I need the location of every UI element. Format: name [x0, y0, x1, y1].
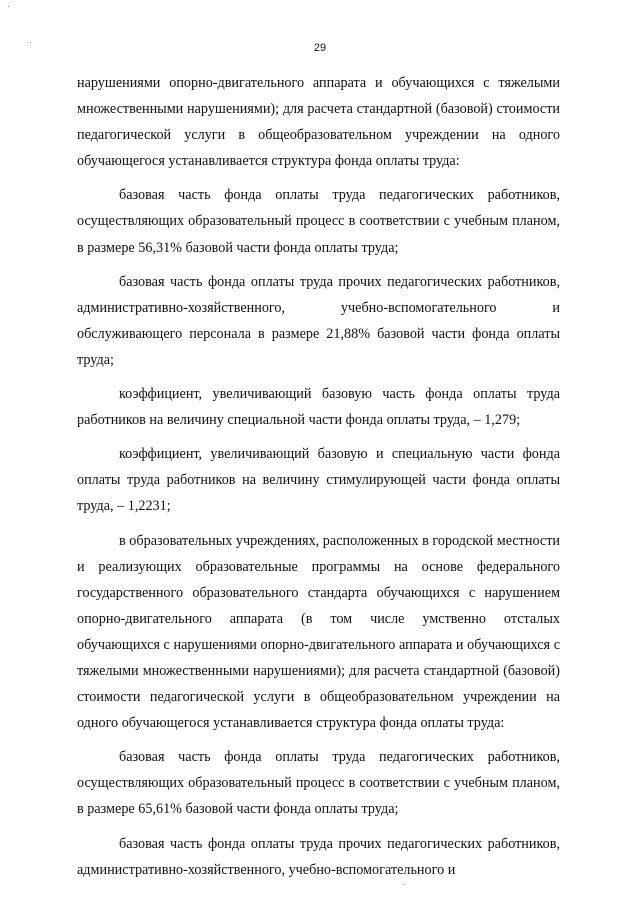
- paragraph: базовая часть фонда оплаты труда педагогических работников, осуществляющих образовательный процесс в соответствии с учебным планом, в размере 65,61% базовой части фонда оплаты труда;: [77, 749, 560, 818]
- paragraph-continuation: нарушениями опорно-двигательного аппарата и обучающихся с тяжелыми множественными нарушениями); для расчета стандартной (базовой) стоимости педагогической услуги в общеобразовательном учреждении на одного обучающегося устанавливается структура фонда оплаты труда:: [77, 75, 560, 170]
- paragraph: коэффициент, увеличивающий базовую и специальную части фонда оплаты труда работников на величину стимулирующей части фонда оплаты труда, – 1,2231;: [77, 446, 560, 515]
- page-number: 29: [313, 42, 327, 54]
- document-body: [77, 70, 560, 883]
- scan-speck: [404, 884, 405, 885]
- paragraph: базовая часть фонда оплаты труда прочих педагогических работников, административно-хозяйственного, учебно-вспомогательного и обслуживающего персонала в размере 21,88% базовой части фонда оплаты труда;: [77, 273, 560, 368]
- scan-speck: [30, 42, 31, 43]
- paragraph: базовая часть фонда оплаты труда прочих педагогических работников, административно-хозяйственного, учебно-вспомогательного и: [77, 835, 560, 878]
- scan-speck: [8, 6, 9, 7]
- paragraph: в образовательных учреждениях, расположенных в городской местности и реализующих образовательные программы на основе федерального государственного образовательного стандарта обучающихся с нарушением опорно-двигательного аппарата (в том числе умственно отсталых обучающихся с нарушениями опорно-двигательного аппарата и обучающихся с тяжелыми множественными нарушениями); для расчета стандартной (базовой) стоимости педагогической услуги в общеобразовательном учреждении на одного обучающегося устанавливается структура фонда оплаты труда:: [77, 532, 560, 732]
- paragraph: базовая часть фонда оплаты труда педагогических работников, осуществляющих образовательный процесс в соответствии с учебным планом, в размере 56,31% базовой части фонда оплаты труда;: [77, 187, 560, 256]
- paragraph: коэффициент, увеличивающий базовую часть фонда оплаты труда работников на величину специальной части фонда оплаты труда, – 1,279;: [77, 386, 560, 429]
